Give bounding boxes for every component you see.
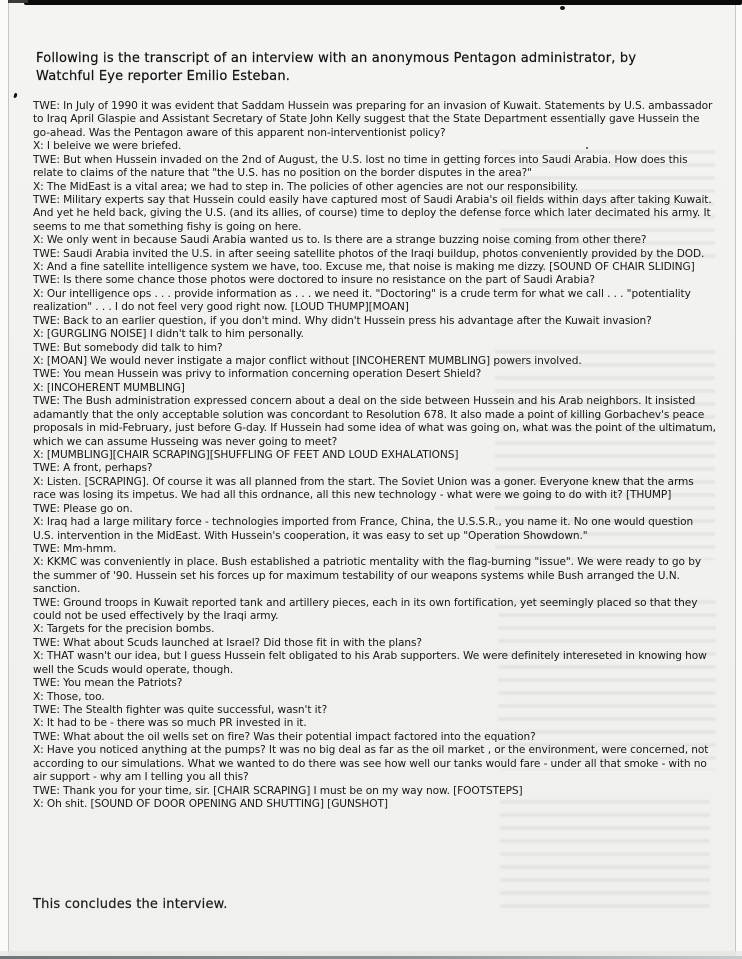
dialogue-text: X: Our intelligence ops . . . provide information as . . . we need it. "Doctoring" is a crude term for what we call . . . "potentiality realization" . . . I do not feel very good right now. [LOUD THUMP][MOAN] xyxy=(33,287,691,314)
dialogue-text: TWE: Saudi Arabia invited the U.S. in after seeing satellite photos of the Iraqi buildup, photos conveniently provided by the DOD. xyxy=(33,247,705,260)
dialogue-text: TWE: But when Hussein invaded on the 2nd of August, the U.S. lost no time in getting forces into Saudi Arabia. How does this relate to claims of the nature that "the U.S. has no position on the border disputes in the area?" xyxy=(33,153,688,180)
dialogue-text: X: [MOAN] We would never instigate a major conflict without [INCOHERENT MUMBLING] powers involved. xyxy=(33,355,582,368)
dialogue-line xyxy=(33,248,717,261)
dialogue-text: X: Targets for the precision bombs. xyxy=(33,623,215,636)
dialogue-line xyxy=(33,677,717,690)
dialogue-line xyxy=(33,328,717,341)
bleedthrough-text-ghost xyxy=(500,800,710,910)
dialogue-text: X: We only went in because Saudi Arabia wanted us to. Is there are a strange buzzing noise coming from other there? xyxy=(33,234,647,247)
dialogue-line xyxy=(33,503,717,516)
dialogue-line xyxy=(33,154,717,181)
dialogue-line xyxy=(33,516,717,543)
scan-right-edge-line xyxy=(735,3,736,953)
document-intro: Following is the transcript of an interview with an anonymous Pentagon administrator, by Watchful Eye reporter Emilio Esteban. xyxy=(36,51,637,84)
dialogue-line xyxy=(33,315,717,328)
dialogue-line xyxy=(33,274,717,287)
dialogue-text: TWE: Please go on. xyxy=(33,502,133,515)
dialogue-text: X: THAT wasn't our idea, but I guess Hussein felt obligated to his Arab supporters. We were definitely intereseted in knowing how well the Scuds would operate, though. xyxy=(33,650,707,676)
dialogue-line xyxy=(33,731,717,744)
dialogue-text: TWE: Mm-hmm. xyxy=(33,542,117,555)
dialogue-line xyxy=(33,234,717,247)
scan-speck xyxy=(586,147,588,149)
dialogue-list xyxy=(33,100,717,811)
dialogue-text: X: Listen. [SCRAPING]. Of course it was all planned from the start. The Soviet Union was a goner. Everyone knew that the arms race was losing its impetus. We had all this ordnance, all this new technology - what were we going to do with it? [THUMP] xyxy=(33,475,694,502)
dialogue-line xyxy=(33,261,717,274)
dialogue-line xyxy=(33,650,717,677)
dialogue-text: X: [GURGLING NOISE] I didn't talk to him personally. xyxy=(33,328,304,341)
dialogue-text: TWE: But somebody did talk to him? xyxy=(33,341,223,354)
dialogue-text: TWE: Back to an earlier question, if you don't mind. Why didn't Hussein press his advantage after the Kuwait invasion? xyxy=(33,314,652,327)
dialogue-text: TWE: A front, perhaps? xyxy=(33,462,153,475)
dialogue-text: X: [MUMBLING][CHAIR SCRAPING][SHUFFLING OF FEET AND LOUD EXHALATIONS] xyxy=(33,448,459,461)
dialogue-text: X: Have you noticed anything at the pumps? It was no big deal as far as the oil market , or the environment, were concerned, not according to our simulations. What we wanted to do there was see how well our tanks would fare - under all that smoke - with no air support - why am I telling you all this? xyxy=(33,744,709,784)
dialogue-text: X: Those, too. xyxy=(33,690,105,703)
dialogue-text: TWE: Ground troops in Kuwait reported tank and artillery pieces, each in its own fortification, yet seemingly placed so that they could not be used effectively by the Iraqi army. xyxy=(33,596,698,623)
dialogue-text: TWE: You mean Hussein was privy to information concerning operation Desert Shield? xyxy=(33,368,482,381)
dialogue-line xyxy=(33,355,717,368)
dialogue-line xyxy=(33,785,717,798)
dialogue-line xyxy=(33,288,717,315)
dialogue-text: TWE: You mean the Patriots? xyxy=(33,677,183,690)
dialogue-text: X: Iraq had a large military force - technologies imported from France, China, the U.S.S.R., you name it. No one would question U.S. intervention in the MidEast. With Hussein's cooperation, it was easy to set up "Operation Showdown." xyxy=(33,516,694,542)
dialogue-line xyxy=(33,543,717,556)
dialogue-line xyxy=(33,476,717,503)
dialogue-line xyxy=(33,704,717,717)
dialogue-line xyxy=(33,368,717,381)
dialogue-line xyxy=(33,717,717,730)
dialogue-line xyxy=(33,637,717,650)
dialogue-line xyxy=(33,194,717,234)
scan-top-edge-tail xyxy=(8,0,28,3)
dialogue-text: TWE: Military experts say that Hussein could easily have captured most of Saudi Arabia's oil fields within days after taking Kuwait. And yet he held back, giving the U.S. (and its allies, of course) time to deploy the defense force which later decimated his army. It seems to me that something fishy is going on here. xyxy=(33,193,712,233)
scan-top-edge xyxy=(24,0,742,5)
dialogue-text: TWE: What about Scuds launched at Israel? Did those fit in with the plans? xyxy=(33,636,422,649)
dialogue-line xyxy=(33,798,717,811)
scan-left-edge-line xyxy=(8,3,9,953)
dialogue-text: X: Oh shit. [SOUND OF DOOR OPENING AND SHUTTING] [GUNSHOT] xyxy=(33,797,388,810)
dialogue-text: X: And a fine satellite intelligence system we have, too. Excuse me, that noise is making me dizzy. [SOUND OF CHAIR SLIDING] xyxy=(33,261,695,274)
dialogue-text: TWE: The Bush administration expressed concern about a deal on the side between Hussein and his Arab neighbors. It insisted adamantly that the only acceptable solution was concordant to Resolution 678. It also made a point of killing Gorbachev's peace proposals in mid-February, just before G-day. If Hussein had some idea of what was going on, what was the point of the ultimatum, which we can assume Husseing was never going to meet? xyxy=(33,395,716,448)
dialogue-text: TWE: In July of 1990 it was evident that Saddam Hussein was preparing for an invasion of Kuwait. Statements by U.S. ambassador to Iraq April Glaspie and Assistant Secretary of State John Kelly suggest that the State Department essentially gave Hussein the go-ahead. Was the Pentagon aware of this apparent non-interventionist policy? xyxy=(33,100,713,139)
scan-right-margin xyxy=(736,0,742,959)
dialogue-text: TWE: Is there some chance those photos were doctored to insure no resistance on the part of Saudi Arabia? xyxy=(33,274,595,287)
dialogue-text: X: [INCOHERENT MUMBLING] xyxy=(33,381,185,394)
scan-left-margin xyxy=(0,0,8,959)
dialogue-line xyxy=(33,744,717,784)
dialogue-text: TWE: The Stealth fighter was quite successful, wasn't it? xyxy=(33,703,328,716)
dialogue-text: X: The MidEast is a vital area; we had to step in. The policies of other agencies are not our responsibility. xyxy=(33,180,578,193)
scan-speck xyxy=(13,93,17,99)
dialogue-line xyxy=(33,342,717,355)
dialogue-line xyxy=(33,382,717,395)
dialogue-text: TWE: What about the oil wells set on fire? Was their potential impact factored into the equation? xyxy=(33,730,536,743)
dialogue-text: TWE: Thank you for your time, sir. [CHAIR SCRAPING] I must be on my way now. [FOOTSTEPS] xyxy=(33,784,523,797)
dialogue-text: X: I beleive we were briefed. xyxy=(33,140,182,153)
document-closing: This concludes the interview. xyxy=(33,897,228,912)
dialogue-line xyxy=(33,395,717,449)
dialogue-text: X: KKMC was conveniently in place. Bush established a patriotic mentality with the flag-burning "issue". We were ready to go by the summer of '90. Hussein set his forces up for maximum testability of our weapons systems while Bush arranged the U.N. sanction. xyxy=(33,556,701,596)
dialogue-line xyxy=(33,623,717,636)
dialogue-line xyxy=(33,597,717,624)
dialogue-line xyxy=(33,140,717,153)
dialogue-line xyxy=(33,556,717,596)
dialogue-line xyxy=(33,449,717,462)
dialogue-line xyxy=(33,462,717,475)
scan-speck xyxy=(560,6,565,10)
dialogue-text: X: It had to be - there was so much PR invested in it. xyxy=(33,717,307,730)
dialogue-line xyxy=(33,181,717,194)
dialogue-line xyxy=(33,691,717,704)
dialogue-line xyxy=(33,100,717,140)
